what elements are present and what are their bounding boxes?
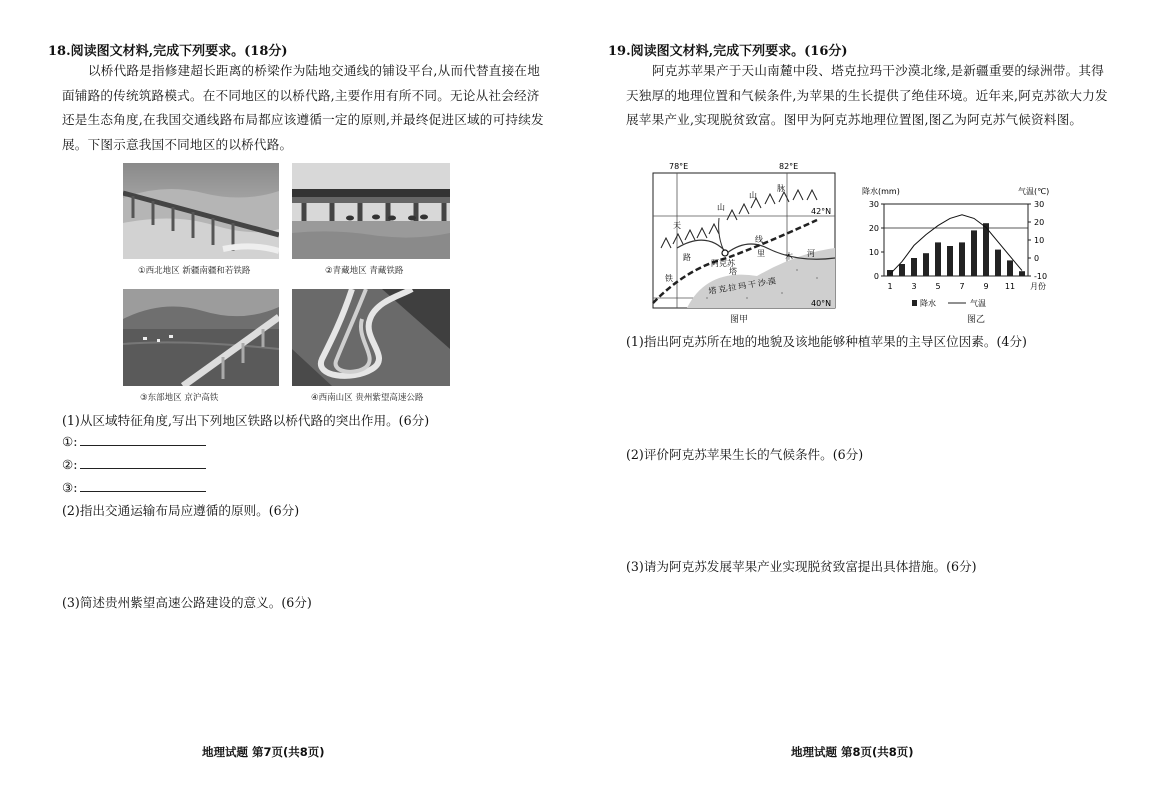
y-left-tick-label: 0 [873, 272, 879, 281]
label-city: 阿克苏 [711, 259, 735, 268]
precip-bar [1019, 271, 1025, 276]
y-left-tick-label: 30 [868, 200, 879, 209]
lon-label-78: 78°E [669, 162, 689, 171]
lat-label-42: 42°N [811, 207, 832, 216]
x-tick-label: 7 [959, 282, 965, 291]
blank-label-3: ③: [62, 480, 78, 495]
location-map [647, 158, 842, 318]
q19-part3: (3)请为阿克苏发展苹果产业实现脱贫致富提出具体措施。(6分) [626, 559, 977, 574]
precip-bar [935, 242, 941, 276]
label-mu: 木 [785, 252, 793, 261]
label-ta: 塔 [729, 267, 737, 276]
photo-qinghai-tibet-railway [292, 163, 450, 259]
precip-bar [1007, 260, 1013, 276]
label-tie: 铁 [665, 274, 673, 283]
y-right-tick-label: 0 [1034, 254, 1040, 263]
label-desert: 塔克拉玛干沙漠 [707, 276, 779, 296]
precip-bar [899, 264, 905, 276]
label-tian: 天 [673, 221, 681, 230]
photo-caption-4: ④西南山区 贵州紫望高速公路 [311, 393, 424, 403]
lon-label-82: 82°E [779, 162, 799, 171]
label-lu: 路 [683, 253, 691, 262]
blank-label-2: ②: [62, 457, 78, 472]
label-mai: 脉 [777, 184, 785, 193]
label-shan2: 山 [749, 191, 757, 200]
page-footer-right: 地理试题 第8页(共8页) [791, 745, 914, 759]
precip-bar [887, 270, 893, 276]
precip-bar [959, 242, 965, 276]
q19-title: 19.阅读图文材料,完成下列要求。(16分) [608, 44, 848, 59]
photo-caption-1: ①西北地区 新疆南疆和若铁路 [138, 266, 251, 276]
precip-bar [911, 258, 917, 276]
y-left-tick-label: 10 [868, 248, 879, 257]
answer-blank-3[interactable] [62, 479, 206, 495]
precip-bar [983, 223, 989, 276]
q18-paragraph: 以桥代路是指修建超长距离的桥梁作为陆地交通线的铺设平台,从而代替直接在地面铺路的传统筑路模式。在不同地区的以桥代路,主要作用有所不同。无论从社会经济还是生态角度,在我国交通线路布局都应该遵循一定的原则,并最终促进区域的可持续发展。下图示意我国不同地区的以桥代路。 [62, 63, 544, 152]
x-unit-label: 月份 [1030, 282, 1046, 291]
map-caption: 图甲 [730, 315, 749, 325]
q18-part3: (3)简述贵州紫望高速公路建设的意义。(6分) [62, 595, 312, 610]
label-shan: 山 [717, 203, 725, 212]
legend-bar-swatch [912, 300, 917, 306]
y-left-tick-label: 20 [868, 224, 879, 233]
photo-xinjiang-railway [123, 163, 279, 259]
answer-blank-1[interactable] [62, 433, 206, 449]
x-tick-label: 5 [935, 282, 941, 291]
precip-bar [947, 246, 953, 276]
q18-part2: (2)指出交通运输布局应遵循的原则。(6分) [62, 503, 300, 518]
photo-guizhou-expressway [292, 289, 450, 386]
photo-caption-2: ②青藏地区 青藏铁路 [325, 266, 404, 276]
x-tick-label: 9 [983, 282, 989, 291]
lat-label-40: 40°N [811, 299, 832, 308]
legend-precip: 降水 [920, 299, 936, 308]
precip-bar [971, 230, 977, 276]
label-li: 里 [757, 249, 765, 258]
q19-part1: (1)指出阿克苏所在地的地貌及该地能够种植苹果的主导区位因素。(4分) [626, 334, 1027, 349]
q19-paragraph: 阿克苏苹果产于天山南麓中段、塔克拉玛干沙漠北缘,是新疆重要的绿洲带。其得天独厚的地理位置和气候条件,为苹果的生长提供了绝佳环境。近年来,阿克苏欲大力发展苹果产业,实现脱贫致富。图甲为阿克苏地理位置图,图乙为阿克苏气候资料图。 [626, 63, 1108, 128]
blank-line-3 [80, 479, 206, 492]
x-tick-label: 3 [911, 282, 917, 291]
photo-beijing-shanghai-hsr [123, 289, 279, 386]
q19-part2: (2)评价阿克苏苹果生长的气候条件。(6分) [626, 447, 864, 462]
q18-title: 18.阅读图文材料,完成下列要求。(18分) [48, 44, 288, 59]
y-right-tick-label: 20 [1034, 218, 1045, 227]
y-right-tick-label: -10 [1034, 272, 1048, 281]
blank-label-1: ①: [62, 434, 78, 449]
q18-part1: (1)从区域特征角度,写出下列地区铁路以桥代路的突出作用。(6分) [62, 413, 430, 428]
climate-chart-caption: 图乙 [967, 315, 986, 325]
blank-line-1 [80, 433, 206, 446]
climate-chart [860, 182, 1090, 322]
y-right-tick-label: 30 [1034, 200, 1045, 209]
photo-caption-3: ③东部地区 京沪高铁 [140, 393, 219, 403]
right-page [577, 0, 1154, 800]
blank-line-2 [80, 456, 206, 469]
answer-blank-2[interactable] [62, 456, 206, 472]
y-right-tick-label: 10 [1034, 236, 1045, 245]
legend-temp: 气温 [970, 299, 986, 308]
x-tick-label: 11 [1004, 282, 1016, 291]
precip-bar [995, 250, 1001, 276]
y-right-label: 气温(℃) [1018, 187, 1050, 196]
temperature-line [890, 215, 1022, 274]
x-tick-label: 1 [887, 282, 893, 291]
label-xian: 线 [755, 235, 763, 244]
label-he: 河 [807, 249, 815, 258]
y-left-label: 降水(mm) [862, 187, 900, 196]
page-footer-left: 地理试题 第7页(共8页) [202, 745, 325, 759]
precip-bar [923, 253, 929, 276]
